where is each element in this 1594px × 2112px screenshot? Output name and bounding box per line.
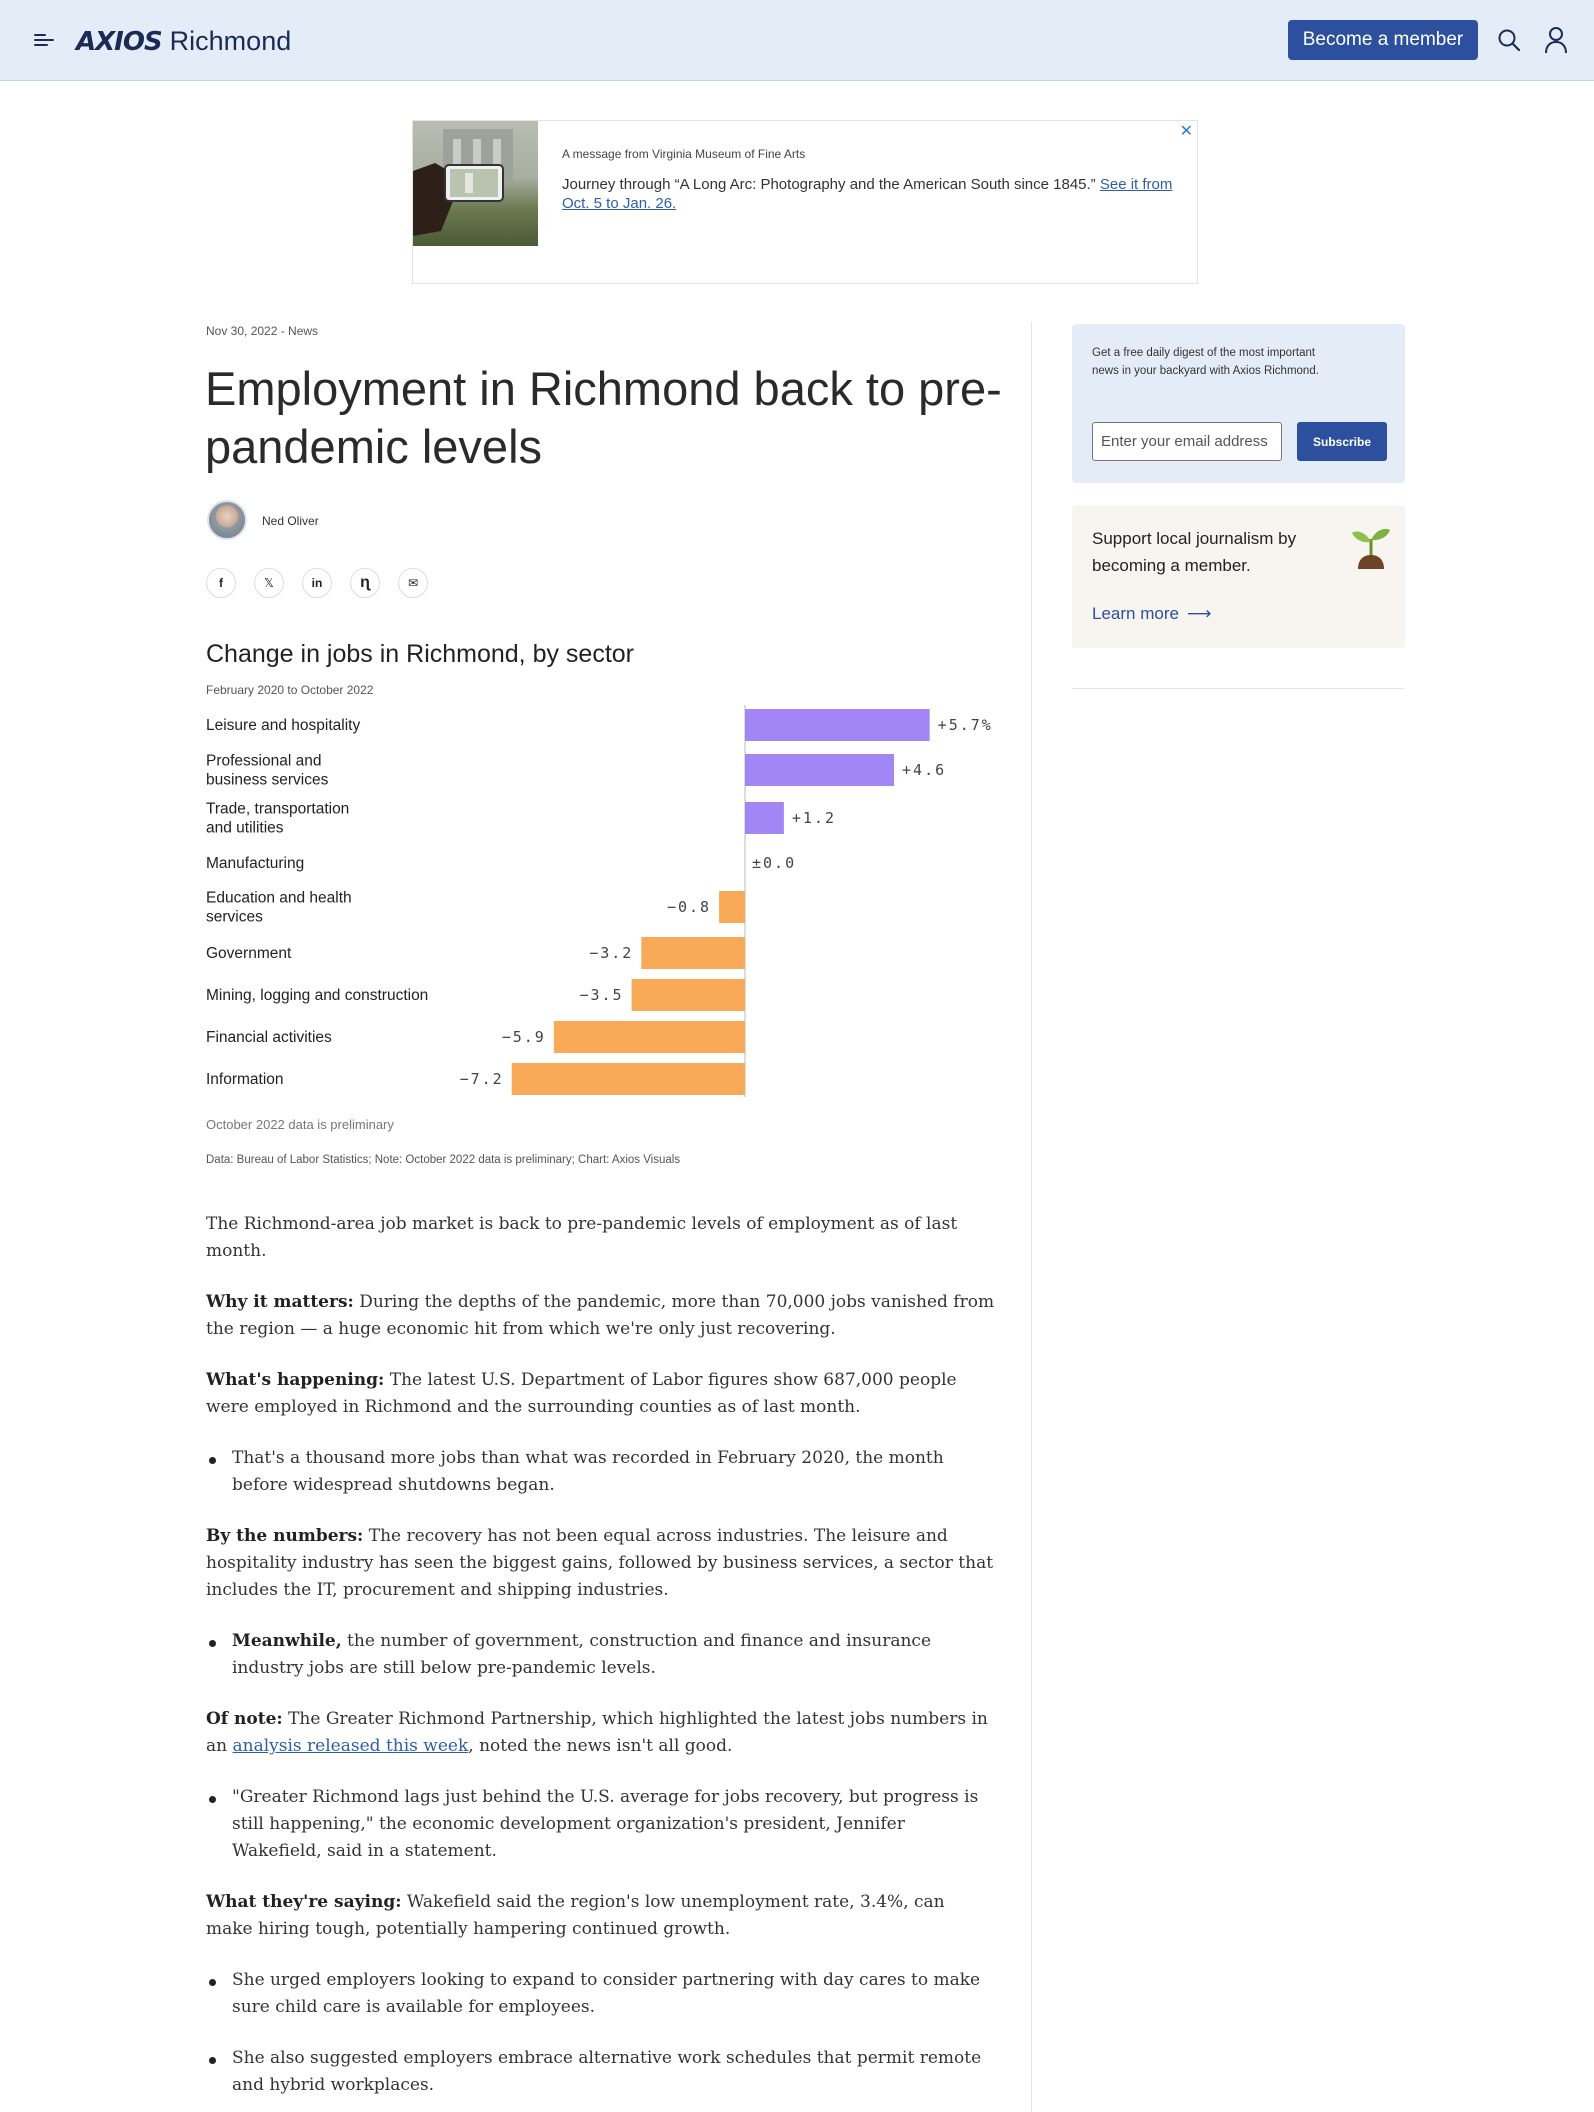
category-label: Mining, logging and construction xyxy=(206,987,429,1004)
paragraph xyxy=(206,1523,996,1604)
value-label: −7.2 xyxy=(459,1070,504,1088)
bullet-list xyxy=(206,1628,996,1682)
bar xyxy=(554,1021,745,1053)
value-label: −3.2 xyxy=(589,944,634,962)
email-input[interactable] xyxy=(1092,422,1282,461)
paragraph-text: The latest U.S. Department of Labor figures show 687,000 people were employed in Richmond and the surrounding counties as of last month. xyxy=(206,1370,957,1417)
paragraph-lead: Why it matters: xyxy=(206,1292,354,1312)
paragraph-lead: Of note: xyxy=(206,1709,283,1729)
list-item-text: the number of government, construction and finance and insurance industry jobs are still below pre-pandemic levels. xyxy=(232,1631,932,1678)
bullet-list xyxy=(206,1784,996,1865)
paragraph-text: Wakefield said the region's low unemployment rate, 3.4%, can make hiring tough, potentially hampering continued growth. xyxy=(206,1892,945,1939)
share-email-icon[interactable]: ✉ xyxy=(398,568,428,598)
bullet-list xyxy=(206,1445,996,1499)
value-label: +5.7% xyxy=(937,716,993,734)
list-item: She urged employers looking to expand to consider partnering with day cares to make sure child care is available for employees. xyxy=(206,1967,996,2021)
category-label: Professional and xyxy=(206,752,322,770)
category-label: and utilities xyxy=(206,819,284,837)
ad-close-icon[interactable]: ✕ xyxy=(1179,123,1193,140)
value-label: +1.2 xyxy=(791,809,837,827)
bar xyxy=(745,802,784,834)
dateline: Nov 30, 2022 - News xyxy=(206,324,319,338)
paragraph-lead: What's happening: xyxy=(206,1370,385,1390)
bar xyxy=(745,754,894,786)
category-label: Information xyxy=(206,1071,284,1088)
list-item: That's a thousand more jobs than what was recorded in February 2020, the month before widespread shutdowns began. xyxy=(206,1445,996,1499)
value-label: +4.6 xyxy=(902,761,947,779)
category-label: business services xyxy=(206,771,329,789)
paragraph-text: The recovery has not been equal across industries. The leisure and hospitality industry has seen the biggest gains, followed by business services, a sector that includes the IT, procurement and shipping industries. xyxy=(206,1526,994,1600)
paragraph-text: During the depths of the pandemic, more than 70,000 jobs vanished from the region — a huge economic hit from which we're only just recovering. xyxy=(206,1292,995,1339)
chart-subtitle: February 2020 to October 2022 xyxy=(206,683,374,697)
paragraph xyxy=(206,1289,996,1343)
site-logo[interactable] xyxy=(76,26,291,56)
category-label: Manufacturing xyxy=(206,855,305,872)
paragraph xyxy=(206,1706,996,1760)
list-item xyxy=(206,1628,996,1682)
learn-more-label: Learn more xyxy=(1092,604,1179,623)
ad-sponsor: A message from Virginia Museum of Fine Arts xyxy=(562,147,806,161)
paragraph-text: , noted the news isn't all good. xyxy=(468,1736,733,1756)
sponsored-ad[interactable] xyxy=(412,120,1198,284)
bullet-list xyxy=(206,1967,996,2099)
ad-image[interactable] xyxy=(413,121,538,246)
user-icon[interactable] xyxy=(1544,26,1568,54)
share-linkedin-icon[interactable]: in xyxy=(302,568,332,598)
share-x-icon[interactable]: 𝕏 xyxy=(254,568,284,598)
share-facebook-icon[interactable]: f xyxy=(206,568,236,598)
category-label: Leisure and hospitality xyxy=(206,717,361,734)
article-body xyxy=(206,1211,996,2112)
membership-promo xyxy=(1072,505,1405,648)
author-name[interactable]: Ned Oliver xyxy=(262,514,319,528)
headline: Employment in Richmond back to pre-pandemic levels xyxy=(205,362,1002,473)
category-label: services xyxy=(206,908,263,926)
analysis-link[interactable]: analysis released this week xyxy=(232,1736,469,1756)
paragraph-lead: What they're saying: xyxy=(206,1892,402,1912)
sprout-icon xyxy=(1350,525,1392,569)
bar xyxy=(632,979,745,1011)
chart-source: Data: Bureau of Labor Statistics; Note: October 2022 data is preliminary; Chart: Axios Visuals xyxy=(206,1154,681,1166)
bar xyxy=(719,891,745,923)
ad-text xyxy=(562,175,1177,213)
logo-city: Richmond xyxy=(169,26,292,56)
chart-note: October 2022 data is preliminary xyxy=(206,1117,394,1132)
bar xyxy=(512,1063,745,1095)
paragraph-lead: By the numbers: xyxy=(206,1526,364,1546)
value-label: −5.9 xyxy=(501,1028,546,1046)
category-label: Financial activities xyxy=(206,1029,332,1046)
learn-more-link[interactable] xyxy=(1092,604,1211,624)
paragraph-text: The Greater Richmond Partnership, which highlighted the latest jobs numbers in an xyxy=(206,1709,988,1756)
category-label: Trade, transportation xyxy=(206,800,350,818)
list-item: She also suggested employers embrace alternative work schedules that permit remote and hybrid workplaces. xyxy=(206,2045,996,2099)
newsletter-signup xyxy=(1072,324,1405,483)
category-label: Government xyxy=(206,945,292,962)
value-label: −3.5 xyxy=(579,986,624,1004)
search-icon[interactable] xyxy=(1497,28,1521,52)
list-item-lead: Meanwhile, xyxy=(232,1631,342,1651)
subscribe-button[interactable]: Subscribe xyxy=(1297,422,1387,461)
column-divider xyxy=(1031,322,1032,2112)
paragraph: The Richmond-area job market is back to pre-pandemic levels of employment as of last month. xyxy=(206,1214,958,1261)
bar-chart xyxy=(0,700,1031,1105)
become-member-button[interactable]: Become a member xyxy=(1288,20,1478,60)
bar xyxy=(745,709,930,741)
ad-photo-illustration xyxy=(413,121,538,246)
newsletter-text: Get a free daily digest of the most important news in your backyard with Axios Richmond. xyxy=(1092,347,1319,377)
logo-mark: AXIOS xyxy=(76,27,162,57)
ad-copy: Journey through “A Long Arc: Photography and the American South since 1845.” xyxy=(562,176,1096,193)
list-item: "Greater Richmond lags just behind the U.S. average for jobs recovery, but progress is still happening," the economic development organization's president, Jennifer Wakefield, said in a statement. xyxy=(206,1784,996,1865)
menu-icon[interactable] xyxy=(34,30,54,50)
bar xyxy=(641,937,745,969)
sidebar-rule xyxy=(1072,688,1405,689)
top-nav-bar xyxy=(0,0,1594,81)
category-label: Education and health xyxy=(206,889,352,907)
paragraph xyxy=(206,1889,996,1943)
chart-title: Change in jobs in Richmond, by sector xyxy=(206,640,635,668)
value-label: ±0.0 xyxy=(752,854,797,872)
support-text: Support local journalism by becoming a member. xyxy=(1092,529,1297,575)
value-label: −0.8 xyxy=(666,898,712,916)
share-nextdoor-icon[interactable]: ɳ xyxy=(350,568,380,598)
author-avatar[interactable] xyxy=(207,500,247,540)
paragraph xyxy=(206,1367,996,1421)
ad-link[interactable]: See it from Oct. 5 to Jan. 26. xyxy=(562,176,1173,212)
arrow-right-icon: ⟶ xyxy=(1186,604,1212,623)
